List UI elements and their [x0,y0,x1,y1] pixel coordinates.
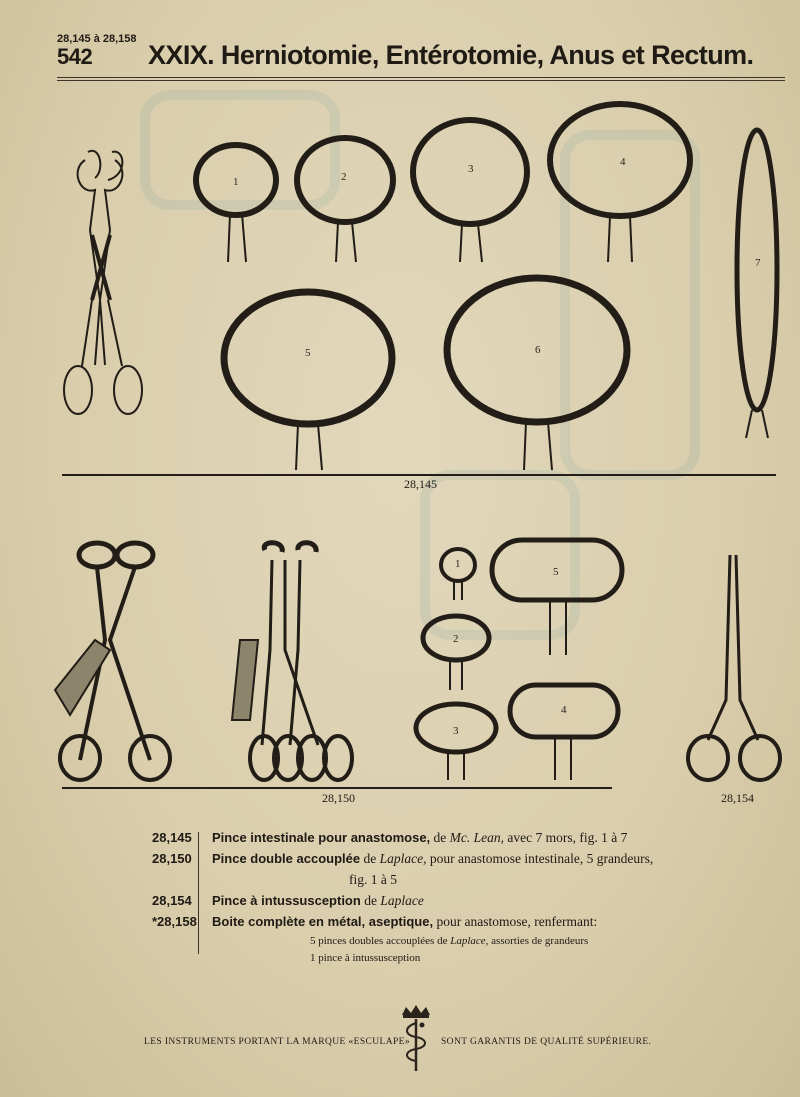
item-row [152,893,712,914]
item-continuation: fig. 1 à 5 [349,872,397,887]
fig-label: 5 [305,347,311,359]
item-connector: de [430,830,450,845]
item-code: 28,150 [152,851,192,866]
item-connector: de [360,851,380,866]
laplace-double-clamp-drawing [232,543,352,780]
item-row-continuation [152,872,712,893]
figure-caption: 28,145 [404,477,437,491]
item-author: Laplace, [379,851,427,866]
fig-label: 7 [755,257,761,269]
item-text [212,914,597,930]
page-title: XXIX. Herniotomie, Entérotomie, Anus et Rectum. [148,40,754,70]
jaw-5-drawing [224,292,392,470]
item-name: Boite complète en métal, aseptique, [212,914,434,929]
item-row [152,914,712,935]
item-row [152,851,712,872]
clamp-jaws-drawing [416,540,622,780]
item-code: *28,158 [152,914,197,929]
item-code: 28,145 [152,830,192,845]
jaw-3-drawing [413,120,527,262]
jaw-1-drawing [196,145,276,262]
figure-caption: 28,150 [322,791,355,805]
figure-caption: 28,154 [721,791,754,805]
box-content-pre: 1 pince à intussusception [310,952,421,964]
fig-label: 5 [553,566,559,578]
item-text [212,893,424,909]
box-content-row [152,952,712,969]
item-rest: avec 7 mors, fig. 1 à 7 [504,830,628,845]
intussusception-clamp-drawing [688,555,780,780]
box-content-text [310,935,588,947]
fig-label: 4 [561,704,567,716]
page-number: 542 [57,44,93,69]
fig-label: 2 [453,633,459,645]
fig-label: 4 [620,156,626,168]
item-descriptions [152,830,712,969]
box-content-row [152,935,712,952]
item-text [212,830,627,846]
fig-label: 6 [535,344,541,356]
item-range: 28,145 à 28,158 [57,33,137,45]
fig-label: 3 [453,725,459,737]
item-connector: de [360,893,381,908]
item-rest: pour anastomose, renfermant: [433,914,598,929]
item-text [212,851,653,867]
box-content-text [310,952,420,964]
fig-label: 3 [468,163,474,175]
item-rest: pour anastomose intestinale, 5 grandeurs, [426,851,654,866]
box-content-author: Laplace, [450,935,489,947]
item-code: 28,154 [152,893,192,908]
jaw-2-drawing [297,138,393,262]
fig-label: 1 [455,558,461,570]
box-content-post: assorties de grandeurs [488,935,589,947]
item-row [152,830,712,851]
item-author: Mc. Lean, [449,830,505,845]
esculape-emblem-icon [398,1003,434,1078]
jaw-4-drawing [550,104,690,262]
footer-right-text: SONT GARANTIS DE QUALITÉ SUPÉRIEURE. [441,1037,652,1047]
mclean-forceps-drawing [64,151,142,414]
fig-label: 2 [341,171,347,183]
item-author: Laplace [380,893,424,908]
item-name: Pince double accouplée [212,851,361,866]
footer-left-text: LES INSTRUMENTS PORTANT LA MARQUE «ESCULAPE» [144,1037,411,1047]
jaw-7-drawing [737,130,777,438]
item-name: Pince intestinale pour anastomose, [212,830,431,845]
laplace-double-clamp-drawing [55,543,170,780]
item-name: Pince à intussusception [212,893,361,908]
fig-label: 1 [233,176,239,188]
jaw-6-drawing [447,278,627,470]
box-content-pre: 5 pinces doubles accouplées de [310,935,451,947]
